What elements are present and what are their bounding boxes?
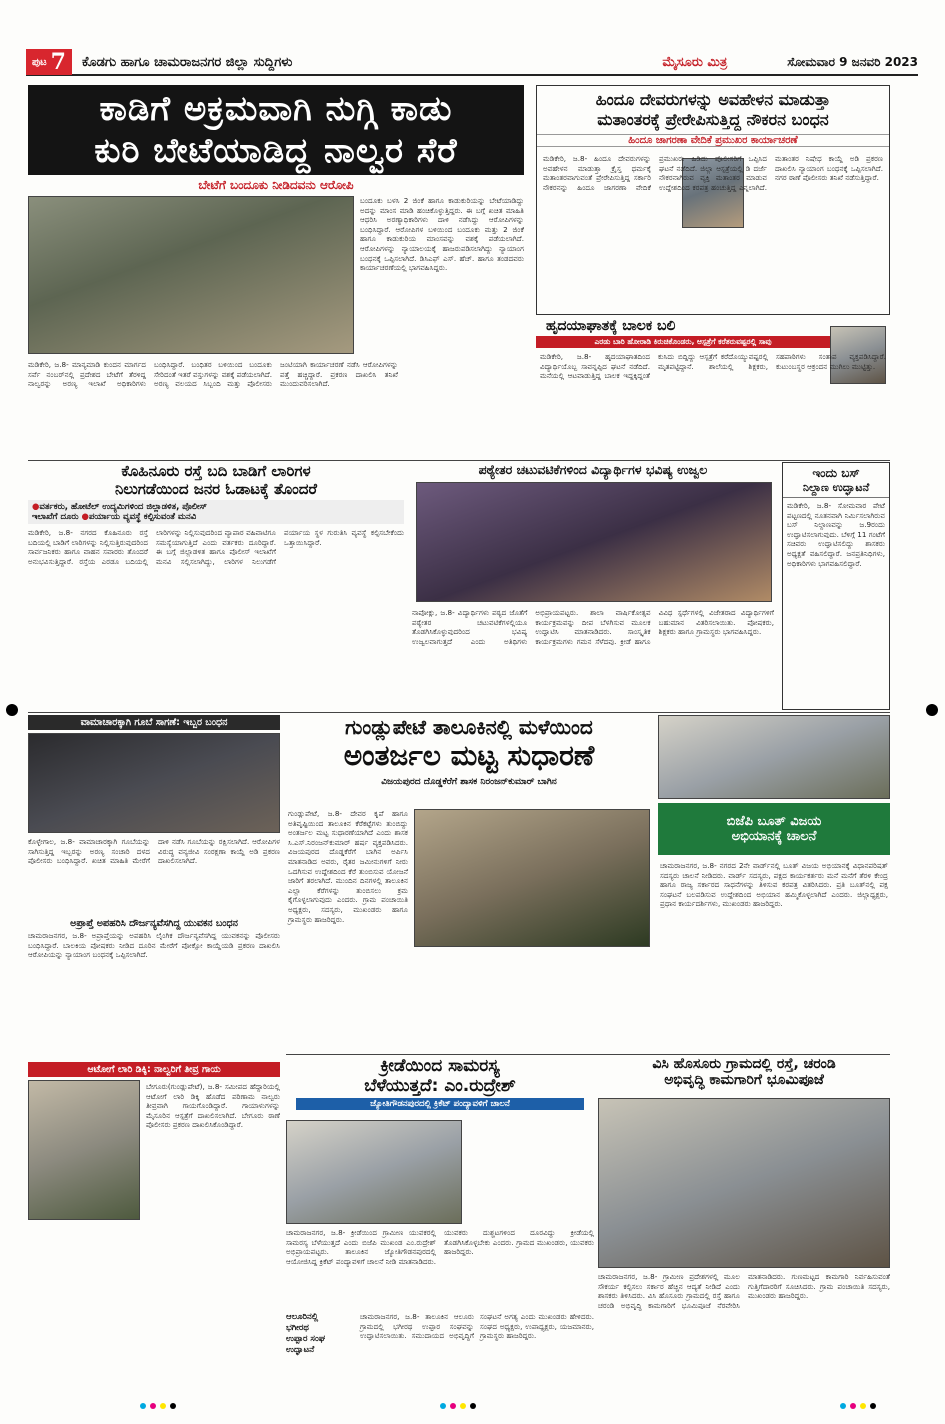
rain-headline-line2: ಅಂತರ್ಜಲ ಮಟ್ಟ ಸುಧಾರಣೆ [343,739,595,772]
rain-headline-line1: ಗುಂಡ್ಲುಪೇಟೆ ತಾಲೂಕಿನಲ್ಲಿ ಮಳೆಯಿಂದ [345,715,593,739]
lead-subhead: ಬೇಟೆಗೆ ಬಂದೂಕು ನೀಡಿದವನು ಆರೋಪಿ [198,178,354,192]
registration-marks-left [140,1403,176,1409]
owl-story [28,715,280,915]
road-photo [598,1098,890,1268]
accident-headline: ಆಟೋಗೆ ಲಾರಿ ಡಿಕ್ಕಿ: ನಾಲ್ವರಿಗೆ ತೀವ್ರ ಗಾಯ [28,1062,280,1077]
students-story [408,462,778,710]
sports-headline-line1: ಕ್ರೀಡೆಯಿಂದ ಸಾಮರಸ್ಯ [380,1056,500,1076]
accident-photo [28,1080,140,1220]
aluru-headline [286,1312,356,1356]
students-photo [416,482,772,602]
aluru-headline-line3: ಉಪ್ಪಾರ ಸಂಘ [286,1334,326,1344]
page-number: 7 [50,49,66,75]
dateline: ಸೋಮವಾರ 9 ಜನವರಿ 2023 [787,54,918,69]
bjp-headline-line2: ವಿಜಯ [790,814,822,829]
owl-body: ಕೊಳ್ಳೇಗಾಲ, ಜ.8- ವಾಮಾಚಾರಕ್ಕಾಗಿ ಗೂಬೆಯನ್ನು ಸಾಗಿಸುತ್ತಿದ್ದ ಇಬ್ಬರನ್ನು ಅರಣ್ಯ ಸಂಚಾರಿ ದಳದ ಪೊಲೀಸರು ಬಂಧಿಸಿದ್ದಾರೆ. ಖಚಿತ ಮಾಹಿತಿ ಮೇರೆಗೆ ದಾಳಿ ನಡೆಸಿ ಗೂಬೆಯನ್ನು ರಕ್ಷಿಸಲಾಗಿದೆ. ಆರೋಪಿಗಳ ವಿರುದ್ಧ ವನ್ಯಜೀವಿ ಸಂರಕ್ಷಣಾ ಕಾಯ್ದೆ ಅಡಿ ಪ್ರಕರಣ ದಾಖಲಿಸಲಾಗಿದೆ. [28,837,280,866]
rain-story [286,715,652,1051]
divider [28,460,890,461]
page-label: ಪುಟ [32,56,47,68]
students-headline: ಪಠ್ಯೇತರ ಚಟುವಟಿಕೆಗಳಿಂದ ವಿದ್ಯಾರ್ಥಿಗಳ ಭವಿಷ್ಯ ಉಜ್ವಲ [478,462,708,477]
arrest-story [536,85,890,315]
owl-headline: ವಾಮಾಚಾರಕ್ಕಾಗಿ ಗೂಬೆ ಸಾಗಣೆ: ಇಬ್ಬರ ಬಂಧನ [28,715,280,730]
bus-headline-line1: ಇಂದು ಬಸ್ [812,466,860,480]
lorry-body: ಮಡಿಕೇರಿ, ಜ.8- ನಗರದ ಕೊಹಿನೂರು ರಸ್ತೆ ಬದಿಯಲ್ಲಿ ಬಾಡಿಗೆ ಲಾರಿಗಳನ್ನು ನಿಲ್ಲಿಸುತ್ತಿರುವುದರಿಂದ ಸಾರ್ವಜನಿಕರು ಹಾಗೂ ವಾಹನ ಸವಾರರು ತೊಂದರೆ ಅನುಭವಿಸುತ್ತಿದ್ದಾರೆ. ರಸ್ತೆಯ ಎರಡೂ ಬದಿಯಲ್ಲಿ ಲಾರಿಗಳನ್ನು ನಿಲ್ಲಿಸುವುದರಿಂದ ವ್ಯಾಪಾರ ವಹಿವಾಟಿಗೂ ಸಮಸ್ಯೆಯಾಗುತ್ತಿದೆ ಎಂದು ವರ್ತಕರು ದೂರಿದ್ದಾರೆ. ಈ ಬಗ್ಗೆ ಜಿಲ್ಲಾಡಳಿತ ಹಾಗೂ ಪೊಲೀಸ್ ಇಲಾಖೆಗೆ ಮನವಿ ಸಲ್ಲಿಸಲಾಗಿದ್ದು, ಲಾರಿಗಳ ನಿಲುಗಡೆಗೆ ಪರ್ಯಾಯ ಸ್ಥಳ ಗುರುತಿಸಿ ವ್ಯವಸ್ಥೆ ಕಲ್ಪಿಸಬೇಕೆಂದು ಒತ್ತಾಯಿಸಿದ್ದಾರೆ. [28,528,404,566]
divider [28,712,890,713]
rain-body: ಗುಂಡ್ಲುಪೇಟೆ, ಜ.8- ದೇವರ ಕೃಪೆ ಹಾಗೂ ಅತಿವೃಷ್ಟಿಯಿಂದ ತಾಲೂಕಿನ ಕೆರೆಕಟ್ಟೆಗಳು ತುಂಬಿದ್ದು ಅಂತರ್ಜಲ ಮಟ್ಟ ಸುಧಾರಣೆಯಾಗಿದೆ ಎಂದು ಶಾಸಕ ಸಿ.ಎಸ್.ನಿರಂಜನ್‌ಕುಮಾರ್ ಹರ್ಷ ವ್ಯಕ್ತಪಡಿಸಿದರು. ವಿಜಯಪುರದ ದೊಡ್ಡಕೆರೆಗೆ ಬಾಗಿನ ಅರ್ಪಿಸಿ ಮಾತನಾಡಿದ ಅವರು, ರೈತರ ಜಮೀನುಗಳಿಗೆ ನೀರು ಒದಗಿಸುವ ಉದ್ದೇಶದಿಂದ ಕೆರೆ ತುಂಬಿಸುವ ಯೋಜನೆ ಜಾರಿಗೆ ತರಲಾಗಿದೆ. ಮುಂದಿನ ದಿನಗಳಲ್ಲಿ ತಾಲೂಕಿನ ಎಲ್ಲಾ ಕೆರೆಗಳನ್ನು ತುಂಬಿಸಲು ಕ್ರಮ ಕೈಗೊಳ್ಳಲಾಗುವುದು ಎಂದರು. ಗ್ರಾಮ ಪಂಚಾಯಿತಿ ಅಧ್ಯಕ್ಷರು, ಸದಸ್ಯರು, ಮುಖಂಡರು ಹಾಗೂ ಗ್ರಾಮಸ್ಥರು ಹಾಜರಿದ್ದರು. [288,809,408,924]
kidnap-headline: ಅಪ್ರಾಪ್ತೆ ಅಪಹರಿಸಿ ದೌರ್ಜನ್ಯವೆಸಗಿದ್ದ ಯುವಕನ ಬಂಧನ [70,918,238,929]
aluru-story [286,1312,594,1394]
aluru-headline-line1: ಆಲೂರಿನಲ್ಲಿ [286,1312,319,1322]
owl-photo [28,733,280,833]
bjp-headline-line3: ಅಭಿಯಾನಕ್ಕೆ ಚಾಲನೆ [731,829,817,844]
bus-story [782,462,890,710]
heart-subhead: ಎರಡು ಬಾರಿ ಹೋರಾಡಿ ಕಿರುಚಿಕೊಂಡರು, ಆಸ್ಪತ್ರೆಗೆ ಕರೆತರುವಷ್ಟರಲ್ಲಿ ಸಾವು [536,336,830,348]
lorry-story [28,462,404,710]
accident-story [28,1062,280,1394]
registration-marks-center [440,1403,476,1409]
accident-body: ಬೇಗೂರು(ಗುಂಡ್ಲುಪೇಟೆ), ಜ.8- ಸಮೀಪದ ಹೆದ್ದಾರಿಯಲ್ಲಿ ಆಟೋಗೆ ಲಾರಿ ಡಿಕ್ಕಿ ಹೊಡೆದ ಪರಿಣಾಮ ನಾಲ್ವರು ತೀವ್ರವಾಗಿ ಗಾಯಗೊಂಡಿದ್ದಾರೆ. ಗಾಯಾಳುಗಳನ್ನು ಮೈಸೂರಿನ ಆಸ್ಪತ್ರೆಗೆ ದಾಖಲಿಸಲಾಗಿದೆ. ಬೇಗೂರು ಠಾಣೆ ಪೊಲೀಸರು ಪ್ರಕರಣ ದಾಖಲಿಸಿಕೊಂಡಿದ್ದಾರೆ. [146,1082,280,1130]
aluru-headline-line2: ಭಗೀರಥ [286,1323,309,1333]
rain-photo [414,809,650,947]
road-headline-line2: ಅಭಿವೃದ್ಧಿ ಕಾಮಗಾರಿಗೆ ಭೂಮಿಪೂಜೆ [664,1072,824,1088]
lead-photo [28,196,354,354]
registration-dot-left [6,704,18,716]
lorry-headline-line1: ಕೊಹಿನೂರು ರಸ್ತೆ ಬದಿ ಬಾಡಿಗೆ ಲಾರಿಗಳ [121,462,311,480]
page-header [26,50,918,76]
sports-story [286,1056,594,1308]
heart-body: ಮಡಿಕೇರಿ, ಜ.8- ಹೃದಯಾಘಾತದಿಂದ ವಿದ್ಯಾರ್ಥಿಯೊಬ್ಬ ಸಾವನ್ನಪ್ಪಿದ ಘಟನೆ ನಡೆದಿದೆ. ಮನೆಯಲ್ಲಿ ಆಟವಾಡುತ್ತಿದ್ದ ಬಾಲಕ ಇದ್ದಕ್ಕಿದ್ದಂತೆ ಕುಸಿದು ಬಿದ್ದಿದ್ದು ಆಸ್ಪತ್ರೆಗೆ ಕರೆದೊಯ್ಯುವಷ್ಟರಲ್ಲಿ ಮೃತಪಟ್ಟಿದ್ದಾನೆ. ಶಾಲೆಯಲ್ಲಿ ಶಿಕ್ಷಕರು, ಸಹಪಾಠಿಗಳು ಸಂತಾಪ ವ್ಯಕ್ತಪಡಿಸಿದ್ದಾರೆ. ಕುಟುಂಬಸ್ಥರ ಆಕ್ರಂದನ ಮುಗಿಲು ಮುಟ್ಟಿತ್ತು. [540,352,886,381]
lead-body-right: ಬಂದೂಕು ಬಳಸಿ 2 ಜಿಂಕೆ ಹಾಗೂ ಕಾಡುಕುರಿಯನ್ನು ಬೇಟೆಯಾಡಿದ್ದು ಅದನ್ನು ಮಾಂಸ ಮಾಡಿ ಹಂಚಿಕೊಳ್ಳುತ್ತಿದ್ದರು. ಈ ಬಗ್ಗೆ ಖಚಿತ ಮಾಹಿತಿ ಆಧರಿಸಿ ಅರಣ್ಯಾಧಿಕಾರಿಗಳು ದಾಳಿ ನಡೆಸಿದ್ದು ಆರೋಪಿಗಳನ್ನು ಬಂಧಿಸಿದ್ದಾರೆ. ಆರೋಪಿಗಳ ಬಳಿಯಿಂದ ಬಂದೂಕು ಮತ್ತು 2 ಜಿಂಕೆ ಹಾಗೂ ಕಾಡುಕುರಿಯ ಮಾಂಸವನ್ನು ವಶಕ್ಕೆ ಪಡೆಯಲಾಗಿದೆ. ಆರೋಪಿಗಳನ್ನು ನ್ಯಾಯಾಲಯಕ್ಕೆ ಹಾಜರುಪಡಿಸಲಾಗಿದ್ದು ನ್ಯಾಯಾಂಗ ಬಂಧನಕ್ಕೆ ಒಪ್ಪಿಸಲಾಗಿದೆ. ಡಿಸಿಎಫ್ ಎಸ್. ಹೆಚ್. ಹಾಗೂ ತಂಡದವರು ಕಾರ್ಯಾಚರಣೆಯಲ್ಲಿ ಭಾಗವಹಿಸಿದ್ದರು. [360,196,524,273]
lorry-bullet-1b: ಇಲಾಖೆಗೆ ದೂರು [32,512,79,522]
bjp-headline [658,803,890,855]
heart-story [536,318,890,458]
section-title: ಕೊಡಗು ಹಾಗೂ ಚಾಮರಾಜನಗರ ಜಿಲ್ಲಾ ಸುದ್ದಿಗಳು [81,54,293,70]
heart-headline: ಹೃದಯಾಘಾತಕ್ಕೆ ಬಾಲಕ ಬಲಿ [546,318,676,334]
lead-headline [28,85,524,175]
kidnap-story [28,918,280,1058]
lead-body-bottom: ಮಡಿಕೇರಿ, ಜ.8- ಮಾನ್ಯಮಾಡಿ ಕುಂದನ ಮಾರ್ಗದ ಸರ್ವೆ ನಂಬರ್‌ನಲ್ಲಿ ಪ್ರದೇಶದ ಬೇಟೆಗೆ ತೆರಳಿದ್ದ ನಾಲ್ವರನ್ನು ಅರಣ್ಯ ಇಲಾಖೆ ಅಧಿಕಾರಿಗಳು ಬಂಧಿಸಿದ್ದಾರೆ. ಬಂಧಿತರ ಬಳಿಯಿಂದ ಬಂದೂಕು ಸೇರಿದಂತೆ ಇತರೆ ವಸ್ತುಗಳನ್ನು ವಶಕ್ಕೆ ಪಡೆಯಲಾಗಿದೆ. ಅರಣ್ಯ ವಲಯದ ಸಿಬ್ಬಂದಿ ಮತ್ತು ಪೊಲೀಸರು ಜಂಟಿಯಾಗಿ ಕಾರ್ಯಾಚರಣೆ ನಡೆಸಿ ಆರೋಪಿಗಳನ್ನು ಪತ್ತೆ ಹಚ್ಚಿದ್ದಾರೆ. ಪ್ರಕರಣ ದಾಖಲಿಸಿ ತನಿಖೆ ಮುಂದುವರಿಸಲಾಗಿದೆ. [28,360,398,389]
sports-headline-line2: ಬೆಳೆಯುತ್ತದೆ: ಎಂ.ರುದ್ರೇಶ್ [364,1076,516,1096]
registration-marks-right [840,1403,876,1409]
lorry-headline-line2: ನಿಲುಗಡೆಯಿಂದ ಜನರ ಓಡಾಟಕ್ಕೆ ತೊಂದರೆ [114,480,318,498]
aluru-body: ಚಾಮರಾಜನಗರ, ಜ.8- ತಾಲೂಕಿನ ಆಲೂರು ಗ್ರಾಮದಲ್ಲಿ ಭಗೀರಥ ಉಪ್ಪಾರ ಸಂಘವನ್ನು ಉದ್ಘಾಟಿಸಲಾಯಿತು. ಸಮುದಾಯದ ಅಭಿವೃದ್ಧಿಗೆ ಸಂಘಟನೆ ಅಗತ್ಯ ಎಂದು ಮುಖಂಡರು ಹೇಳಿದರು. ಸಂಘದ ಅಧ್ಯಕ್ಷರು, ಉಪಾಧ್ಯಕ್ಷರು, ಯಜಮಾನರು, ಗ್ರಾಮಸ್ಥರು ಹಾಜರಿದ್ದರು. [360,1312,594,1341]
bjp-headline-line1: ಬಿಜೆಪಿ ಬೂತ್ [726,814,786,829]
sports-body: ಚಾಮರಾಜನಗರ, ಜ.8- ಕ್ರೀಡೆಯಿಂದ ಗ್ರಾಮೀಣ ಯುವಕರಲ್ಲಿ ಸಾಮರಸ್ಯ ಬೆಳೆಯುತ್ತದೆ ಎಂದು ಬಿಜೆಪಿ ಮುಖಂಡ ಎಂ.ರುದ್ರೇಶ್ ಅಭಿಪ್ರಾಯಪಟ್ಟರು. ತಾಲೂಕಿನ ಜ್ಯೋತಿಗೌಡನಪುರದಲ್ಲಿ ಆಯೋಜಿಸಿದ್ದ ಕ್ರಿಕೆಟ್ ಪಂದ್ಯಾವಳಿಗೆ ಚಾಲನೆ ನೀಡಿ ಮಾತನಾಡಿದರು. ಯುವಕರು ದುಶ್ಚಟಗಳಿಂದ ದೂರವಿದ್ದು ಕ್ರೀಡೆಯಲ್ಲಿ ತೊಡಗಿಸಿಕೊಳ್ಳಬೇಕು ಎಂದರು. ಗ್ರಾಮದ ಮುಖಂಡರು, ಯುವಕರು ಹಾಜರಿದ್ದರು. [286,1228,594,1266]
bus-body: ಮಡಿಕೇರಿ, ಜ.8- ಸೋಮವಾರ ಪೇಟೆ ಪಟ್ಟಣದಲ್ಲಿ ನೂತನವಾಗಿ ನಿರ್ಮಿಸಲಾಗಿರುವ ಬಸ್ ನಿಲ್ದಾಣವನ್ನು ಜ.9ರಂದು ಉದ್ಘಾಟಿಸಲಾಗುವುದು. ಬೆಳಿಗ್ಗೆ 11 ಗಂಟೆಗೆ ಸಚಿವರು ಉದ್ಘಾಟಿಸಲಿದ್ದು ಶಾಸಕರು ಅಧ್ಯಕ್ಷತೆ ವಹಿಸಲಿದ್ದಾರೆ. ಜನಪ್ರತಿನಿಧಿಗಳು, ಅಧಿಕಾರಿಗಳು ಭಾಗವಹಿಸಲಿದ್ದಾರೆ. [787,501,885,568]
students-body: ನಾಪೋಕ್ಲು, ಜ.8- ವಿದ್ಯಾರ್ಥಿಗಳು ಪಠ್ಯದ ಜೊತೆಗೆ ಪಠ್ಯೇತರ ಚಟುವಟಿಕೆಗಳಲ್ಲಿಯೂ ತೊಡಗಿಸಿಕೊಳ್ಳುವುದರಿಂದ ಭವಿಷ್ಯ ಉಜ್ವಲವಾಗುತ್ತದೆ ಎಂದು ಅತಿಥಿಗಳು ಅಭಿಪ್ರಾಯಪಟ್ಟರು. ಶಾಲಾ ವಾರ್ಷಿಕೋತ್ಸವ ಕಾರ್ಯಕ್ರಮವನ್ನು ದೀಪ ಬೆಳಗಿಸುವ ಮೂಲಕ ಉದ್ಘಾಟಿಸಿ ಮಾತನಾಡಿದರು. ಸಾಂಸ್ಕೃತಿಕ ಕಾರ್ಯಕ್ರಮಗಳು ಗಮನ ಸೆಳೆದವು. ಕ್ರೀಡೆ ಹಾಗೂ ವಿವಿಧ ಸ್ಪರ್ಧೆಗಳಲ್ಲಿ ವಿಜೇತರಾದ ವಿದ್ಯಾರ್ಥಿಗಳಿಗೆ ಬಹುಮಾನ ವಿತರಿಸಲಾಯಿತು. ಪೋಷಕರು, ಶಿಕ್ಷಕರು ಹಾಗೂ ಗ್ರಾಮಸ್ಥರು ಭಾಗವಹಿಸಿದ್ದರು. [412,608,774,646]
bjp-body: ಚಾಮರಾಜನಗರ, ಜ.8- ನಗರದ 2ನೇ ವಾರ್ಡ್‌ನಲ್ಲಿ ಬೂತ್ ವಿಜಯ ಅಭಿಯಾನಕ್ಕೆ ವಿಧಾನಪರಿಷತ್ ಸದಸ್ಯರು ಚಾಲನೆ ನೀಡಿದರು. ವಾರ್ಡ್ ಸದಸ್ಯರು, ಪಕ್ಷದ ಕಾರ್ಯಕರ್ತರು ಮನೆ ಮನೆಗೆ ತೆರಳಿ ಕೇಂದ್ರ ಹಾಗೂ ರಾಜ್ಯ ಸರ್ಕಾರದ ಸಾಧನೆಗಳನ್ನು ತಿಳಿಸುವ ಕರಪತ್ರ ವಿತರಿಸಿದರು. ಪ್ರತಿ ಬೂತ್‌ನಲ್ಲಿ ಪಕ್ಷ ಸಂಘಟನೆ ಬಲಪಡಿಸುವ ಉದ್ದೇಶದಿಂದ ಅಭಿಯಾನ ಹಮ್ಮಿಕೊಳ್ಳಲಾಗಿದೆ ಎಂದರು. ಜಿಲ್ಲಾಧ್ಯಕ್ಷರು, ಪ್ರಧಾನ ಕಾರ್ಯದರ್ಶಿಗಳು, ಮುಖಂಡರು ಹಾಜರಿದ್ದರು. [660,861,888,909]
kidnap-body: ಚಾಮರಾಜನಗರ, ಜ.8- ಅಪ್ರಾಪ್ತೆಯನ್ನು ಅಪಹರಿಸಿ ಲೈಂಗಿಕ ದೌರ್ಜನ್ಯವೆಸಗಿದ್ದ ಯುವಕನನ್ನು ಪೊಲೀಸರು ಬಂಧಿಸಿದ್ದಾರೆ. ಬಾಲಕಿಯ ಪೋಷಕರು ನೀಡಿದ ದೂರಿನ ಮೇರೆಗೆ ಪೋಕ್ಸೋ ಕಾಯ್ದೆಯಡಿ ಪ್ರಕರಣ ದಾಖಲಿಸಿ ಆರೋಪಿಯನ್ನು ನ್ಯಾಯಾಂಗ ಬಂಧನಕ್ಕೆ ಒಪ್ಪಿಸಲಾಗಿದೆ. [28,931,280,960]
rain-subhead: ವಿಜಯಪುರದ ದೊಡ್ಡಕೆರೆಗೆ ಶಾಸಕ ನಿರಂಜನ್‌ಕುಮಾರ್ ಬಾಗಿನ [381,777,557,787]
registration-dot-right [926,704,938,716]
bus-headline-line2: ನಿಲ್ದಾಣ ಉದ್ಘಾಟನೆ [783,481,889,498]
lead-headline-line1: ಕಾಡಿಗೆ ಅಕ್ರಮವಾಗಿ ನುಗ್ಗಿ ಕಾಡು [99,89,453,129]
bjp-photo [658,715,890,799]
road-body: ಚಾಮರಾಜನಗರ, ಜ.8- ಗ್ರಾಮೀಣ ಪ್ರದೇಶಗಳಲ್ಲಿ ಮೂಲ ಸೌಕರ್ಯ ಕಲ್ಪಿಸಲು ಸರ್ಕಾರ ಹೆಚ್ಚಿನ ಆದ್ಯತೆ ನೀಡಿದೆ ಎಂದು ಶಾಸಕರು ತಿಳಿಸಿದರು. ವಿಸಿ ಹೊಸೂರು ಗ್ರಾಮದಲ್ಲಿ ರಸ್ತೆ ಹಾಗೂ ಚರಂಡಿ ಅಭಿವೃದ್ಧಿ ಕಾಮಗಾರಿಗೆ ಭೂಮಿಪೂಜೆ ನೆರವೇರಿಸಿ ಮಾತನಾಡಿದರು. ಗುಣಮಟ್ಟದ ಕಾಮಗಾರಿ ನಿರ್ವಹಿಸುವಂತೆ ಗುತ್ತಿಗೆದಾರರಿಗೆ ಸೂಚಿಸಿದರು. ಗ್ರಾಮ ಪಂಚಾಯಿತಿ ಸದಸ್ಯರು, ಮುಖಂಡರು ಹಾಜರಿದ್ದರು. [598,1272,890,1310]
arrest-body: ಮಡಿಕೇರಿ, ಜ.8- ಹಿಂದೂ ದೇವರುಗಳನ್ನು ಅವಹೇಳನ ಮಾಡುತ್ತಾ ಕ್ರೈಸ್ತ ಧರ್ಮಕ್ಕೆ ಮತಾಂತರವಾಗುವಂತೆ ಪ್ರೇರೇಪಿಸುತ್ತಿದ್ದ ಸರ್ಕಾರಿ ನೌಕರನನ್ನು ಹಿಂದೂ ಜಾಗರಣಾ ವೇದಿಕೆ ಪ್ರಮುಖರು ಹಿಡಿದು ಪೊಲೀಸರಿಗೆ ಒಪ್ಪಿಸಿದ ಘಟನೆ ನಡೆದಿದೆ. ಜಿಲ್ಲಾ ಆಸ್ಪತ್ರೆಯಲ್ಲಿ ಡಿ ದರ್ಜೆ ನೌಕರನಾಗಿರುವ ವ್ಯಕ್ತಿ ಮತಾಂತರ ಮಾಡುವ ಉದ್ದೇಶದಿಂದ ಕರಪತ್ರ ಹಂಚುತ್ತಿದ್ದ ಎನ್ನಲಾಗಿದೆ. ಮತಾಂತರ ನಿಷೇಧ ಕಾಯ್ದೆ ಅಡಿ ಪ್ರಕರಣ ದಾಖಲಿಸಿ ನ್ಯಾಯಾಂಗ ಬಂಧನಕ್ಕೆ ಒಪ್ಪಿಸಲಾಗಿದೆ. ನಗರ ಠಾಣೆ ಪೊಲೀಸರು ತನಿಖೆ ನಡೆಸುತ್ತಿದ್ದಾರೆ. [543,154,883,192]
lorry-bullet-1: ● ವರ್ತಕರು, ಹೋಟೆಲ್ ಉದ್ಯಮಿಗಳಿಂದ ಜಿಲ್ಲಾಡಳಿತ, ಪೊಲೀಸ್ [32,502,207,512]
road-story [598,1056,890,1394]
arrest-headline-line1: ಹಿಂದೂ ದೇವರುಗಳನ್ನು ಅವಹೇಳನ ಮಾಡುತ್ತಾ [595,90,831,109]
lead-headline-line2: ಕುರಿ ಬೇಟೆಯಾಡಿದ್ದ ನಾಲ್ವರ ಸೆರೆ [94,131,458,171]
divider [286,1054,890,1055]
arrest-subhead: ಹಿಂದೂ ಜಾಗರಣಾ ವೇದಿಕೆ ಪ್ರಮುಖರ ಕಾರ್ಯಾಚರಣೆ [537,134,889,147]
arrest-headline-line2: ಮತಾಂತರಕ್ಕೆ ಪ್ರೇರೇಪಿಸುತ್ತಿದ್ದ ನೌಕರನ ಬಂಧನ [597,110,829,129]
masthead: ಮೈಸೂರು ಮಿತ್ರ [662,54,728,70]
page-number-box [26,49,72,75]
aluru-headline-line4: ಉದ್ಘಾಟನೆ [286,1345,315,1355]
lorry-bullets [28,500,404,524]
sports-photo [286,1120,462,1224]
bjp-story [658,715,890,1051]
lorry-bullet-2: ● ಪರ್ಯಾಯ ವ್ಯವಸ್ಥೆ ಕಲ್ಪಿಸುವಂತೆ ಮನವಿ [82,512,197,522]
sports-subhead: ಜ್ಯೋತಿಗೌಡನಪುರದಲ್ಲಿ ಕ್ರಿಕೆಟ್ ಪಂದ್ಯಾವಳಿಗೆ ಚಾಲನೆ [296,1098,584,1110]
road-headline-line1: ವಿಸಿ ಹೊಸೂರು ಗ್ರಾಮದಲ್ಲಿ ರಸ್ತೆ, ಚರಂಡಿ [652,1056,836,1072]
